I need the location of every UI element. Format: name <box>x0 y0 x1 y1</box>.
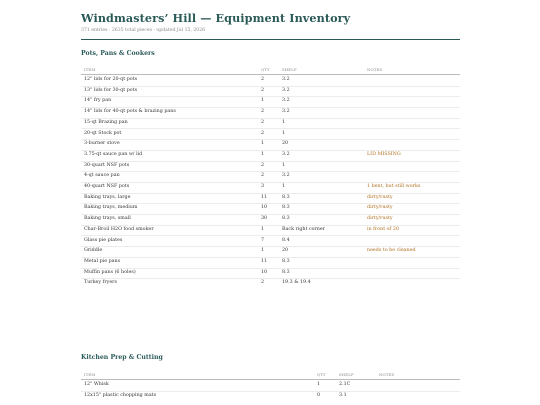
cell-shelf: 1 <box>282 162 286 168</box>
cell-item: 3-burner stove <box>84 141 120 147</box>
cell-shelf: 3.2 <box>282 98 290 104</box>
cell-shelf: 8.3 <box>282 205 290 211</box>
cell-shelf: 1 <box>282 119 286 125</box>
cell-qty: 2 <box>261 119 265 125</box>
cell-item: 15-qt Brazing pan <box>84 119 128 125</box>
title-divider <box>81 39 460 40</box>
cell-qty: 2 <box>261 77 265 82</box>
cell-item: Griddle <box>84 248 103 254</box>
cell-qty: 10 <box>261 269 268 275</box>
cell-qty: 2 <box>261 87 265 93</box>
cell-item: 14" fry pan <box>84 98 112 104</box>
cell-notes: in front of 20 <box>367 226 399 232</box>
cell-notes: 1 bent, but still works <box>367 184 421 189</box>
cell-notes: dirty/rusty <box>367 216 393 222</box>
page-subtitle: 371 entries · 2635 total pieces · updated Jul 15, 2026 <box>81 28 206 33</box>
cell-shelf: 8.3 <box>282 258 290 264</box>
cell-item: Turkey fryers <box>84 280 117 286</box>
column-header-item: ITEM <box>84 67 96 72</box>
cell-shelf: 3.2 <box>282 173 290 179</box>
cell-qty: 30 <box>261 216 268 222</box>
cell-shelf: 8.3 <box>282 216 290 222</box>
cell-item: 12x15" plastic chopping mats <box>84 392 157 398</box>
cell-notes: LID MISSING <box>367 151 401 157</box>
cell-shelf: 1 <box>282 184 286 189</box>
cell-qty: 11 <box>261 194 268 200</box>
page-title: Windmasters’ Hill — Equipment Inventory <box>81 11 351 25</box>
cell-item: Muffin pans (6 holes) <box>84 269 136 275</box>
cell-item: Baking trays, large <box>84 194 131 200</box>
cell-shelf: 3.1 <box>339 392 347 398</box>
cell-qty: 7 <box>261 237 265 243</box>
cell-qty: 2 <box>261 173 265 179</box>
cell-item: 20-qt Stock pot <box>84 130 122 136</box>
cell-shelf: Back right corner <box>282 226 326 232</box>
cell-notes: needs to be cleaned <box>367 248 416 254</box>
cell-qty: 2 <box>261 130 265 136</box>
cell-item: 3.75-qt sauce pan w/ lid <box>84 151 143 157</box>
cell-shelf: 1 <box>282 130 286 136</box>
column-header-qty: QTY <box>317 372 326 377</box>
cell-qty: 1 <box>261 98 265 104</box>
cell-qty: 1 <box>261 151 265 157</box>
column-header-item: ITEM <box>84 372 96 377</box>
section-title: Kitchen Prep & Cutting <box>81 354 163 361</box>
cell-qty: 1 <box>317 382 321 387</box>
cell-item: Metal pie pans <box>84 258 121 264</box>
cell-qty: 3 <box>261 184 265 189</box>
cell-item: Baking trays, small <box>84 216 131 222</box>
cell-qty: 11 <box>261 258 268 264</box>
cell-item: Baking trays, medium <box>84 205 138 211</box>
column-header-shelf: SHELF <box>339 372 354 377</box>
cell-notes: dirty/rusty <box>367 194 393 200</box>
cell-shelf: 2.1C <box>339 382 351 387</box>
cell-shelf: 3.2 <box>282 109 290 115</box>
cell-shelf: 8.3 <box>282 194 290 200</box>
cell-qty: 2 <box>261 280 265 286</box>
cell-item: 4-qt sauce pan <box>84 173 120 179</box>
cell-shelf: 20 <box>282 141 289 147</box>
column-header-qty: QTY <box>261 67 270 72</box>
cell-shelf: 3.2 <box>282 77 290 82</box>
cell-item: 13" lids for 30-qt pots <box>84 87 138 93</box>
cell-notes: dirty/rusty <box>367 205 393 211</box>
cell-qty: 1 <box>261 226 265 232</box>
table-row <box>81 391 460 402</box>
cell-item: 30-quart NSF pots <box>84 162 130 168</box>
cell-shelf: 8.4 <box>282 237 290 243</box>
table-row <box>81 278 460 289</box>
cell-item: Char-Broil H2O food smoker <box>84 226 154 232</box>
cell-item: 12" Whisk <box>84 382 109 387</box>
cell-shelf: 3.2 <box>282 87 290 93</box>
cell-qty: 0 <box>317 392 321 398</box>
cell-item: 14" lids for 40-qt pots & brazing pans <box>84 109 176 115</box>
cell-qty: 1 <box>261 248 265 254</box>
cell-qty: 10 <box>261 205 268 211</box>
cell-shelf: 8.3 <box>282 269 290 275</box>
column-header-notes: NOTES <box>379 372 395 377</box>
column-header-notes: NOTES <box>367 67 383 72</box>
cell-item: 12" lids for 20-qt pots <box>84 77 138 82</box>
column-header-shelf: SHELF <box>282 67 297 72</box>
cell-shelf: 19.3 & 19.4 <box>282 280 311 286</box>
cell-item: 40-quart NSF pots <box>84 184 130 189</box>
cell-shelf: 20 <box>282 248 289 254</box>
cell-qty: 1 <box>261 141 265 147</box>
cell-qty: 2 <box>261 162 265 168</box>
cell-item: Glass pie plates <box>84 237 123 243</box>
cell-shelf: 3.2 <box>282 151 290 157</box>
cell-qty: 2 <box>261 109 265 115</box>
section-title: Pots, Pans & Cookers <box>81 50 155 57</box>
